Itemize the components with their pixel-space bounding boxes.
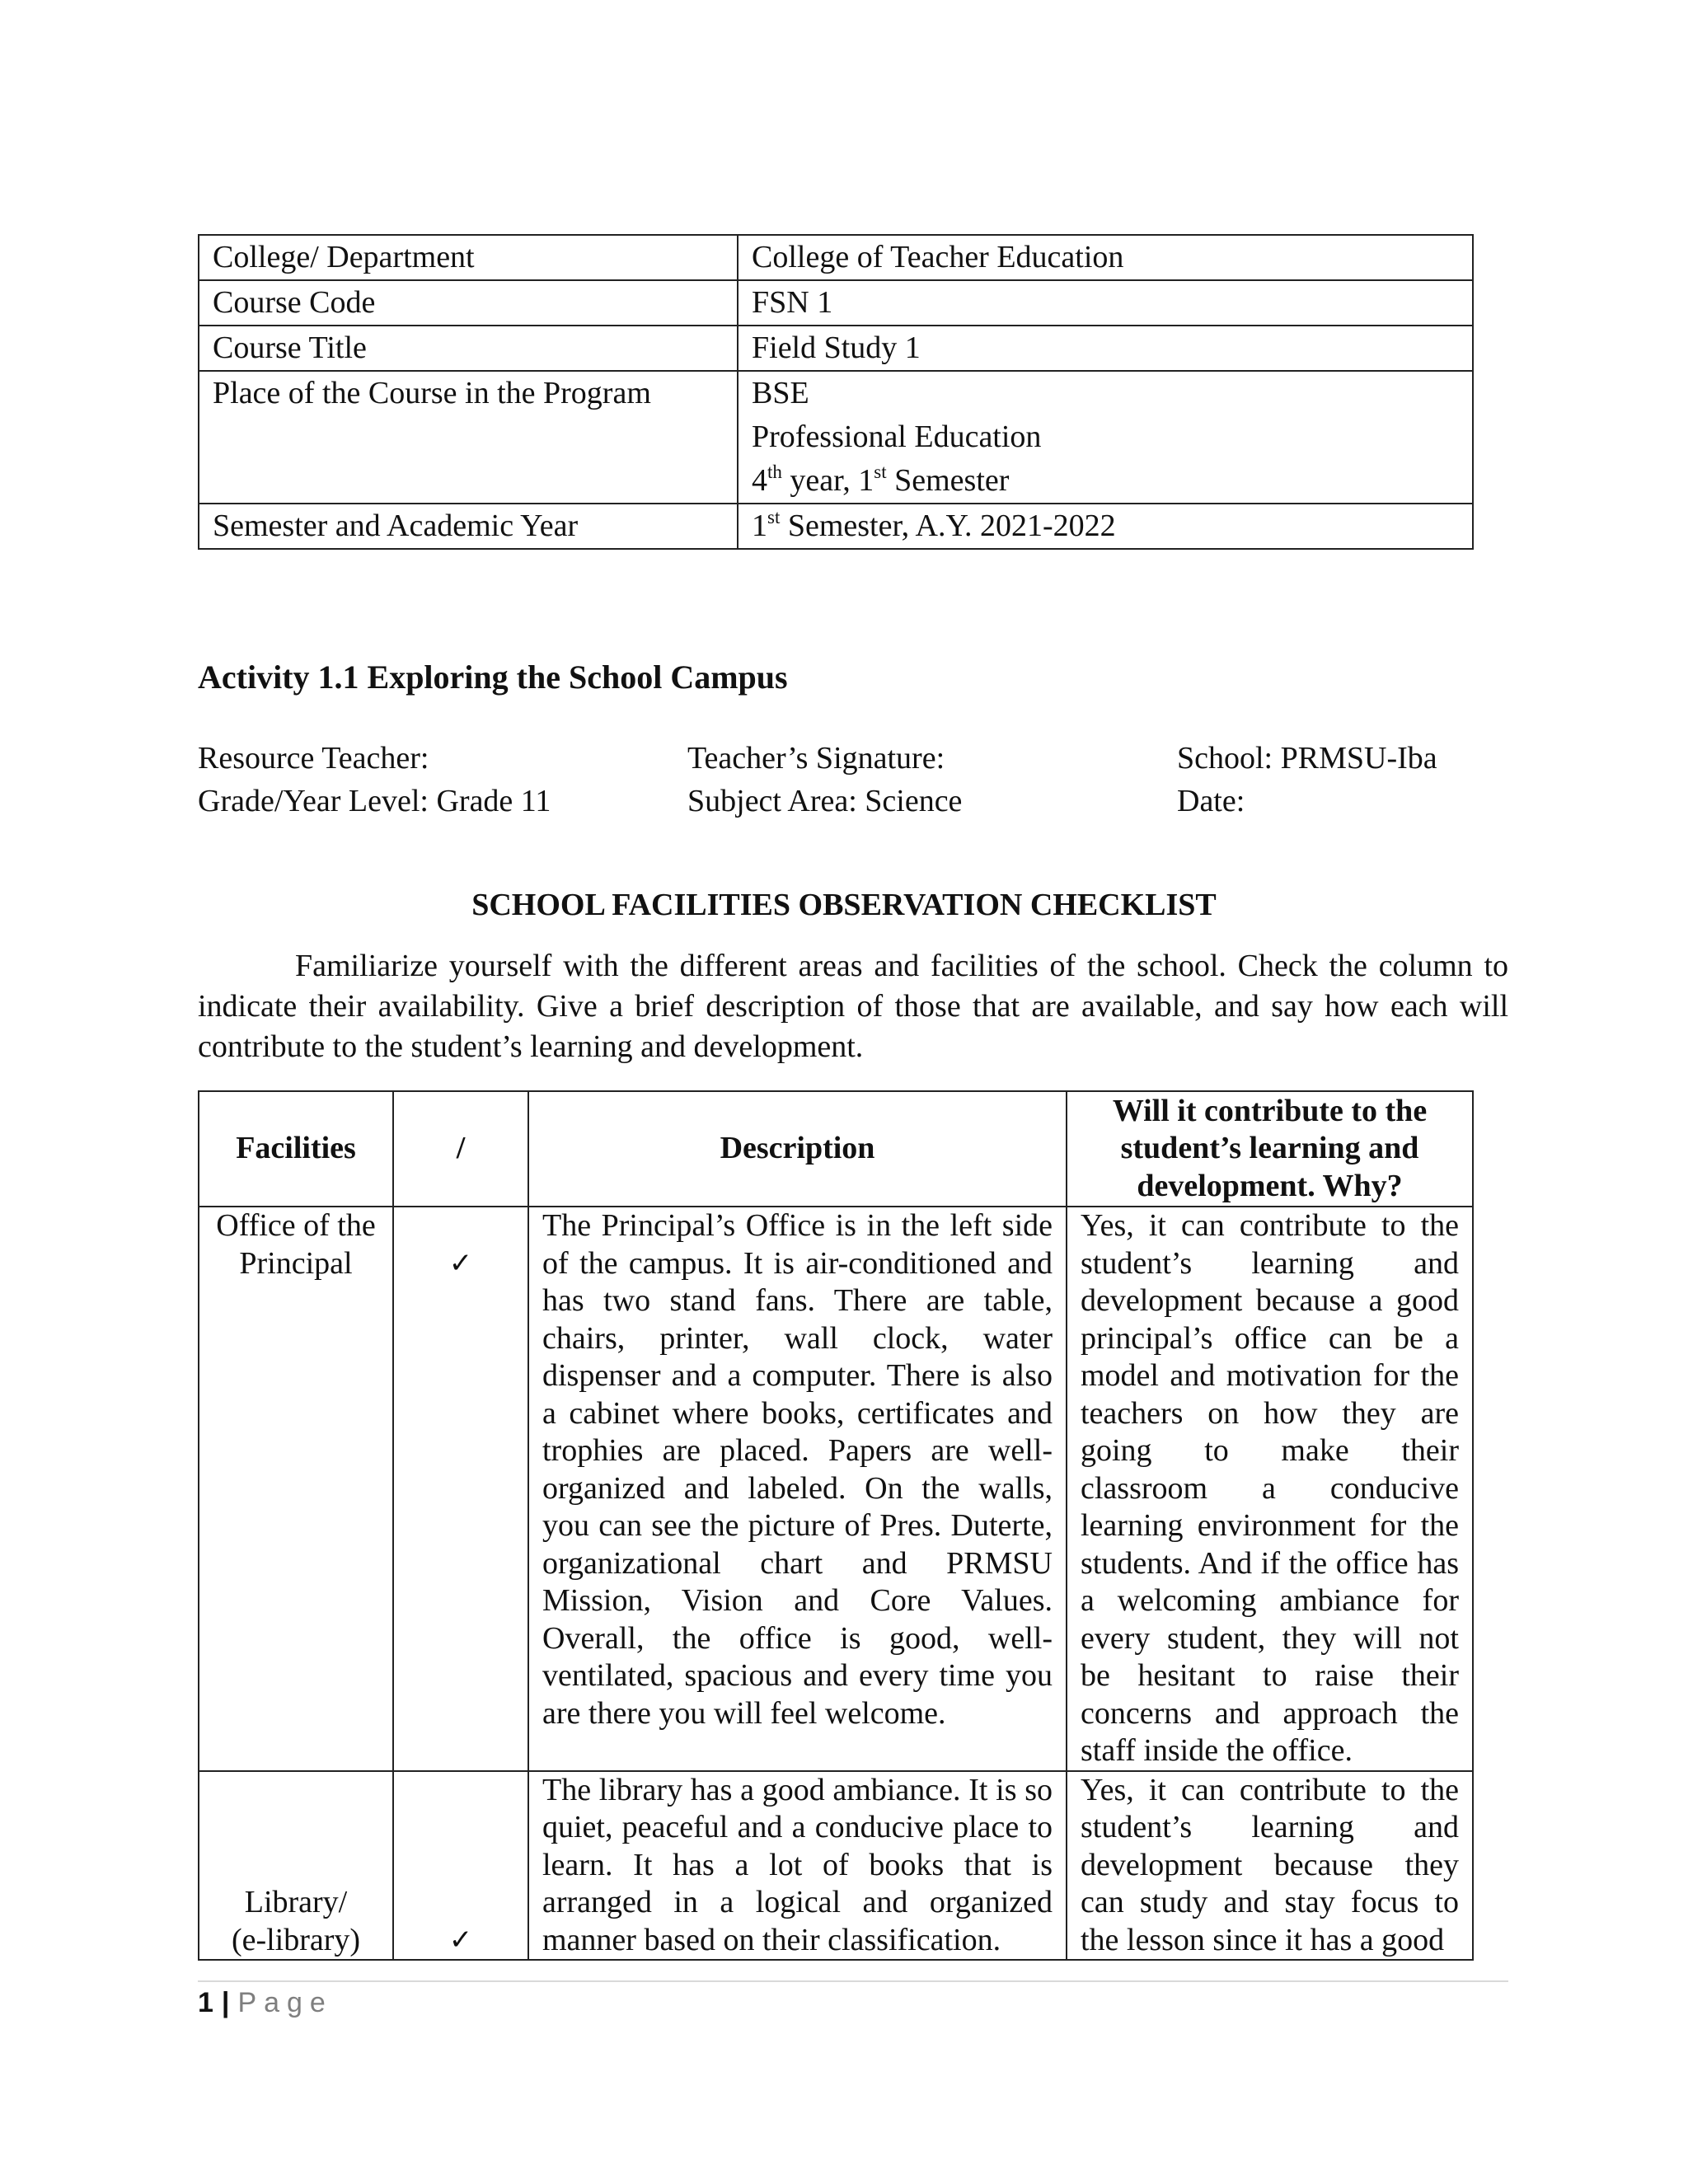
- checklist-intro: Familiarize yourself with the different areas and facilities of the school. Check the column to indicate their availability. Give a brief description of those that are available, and say how each will contribute to the student’s learning and development.: [198, 949, 1508, 1064]
- page-number: 1: [198, 1987, 213, 2018]
- school-label: School: PRMSU-Iba: [1177, 741, 1437, 776]
- info-value: [738, 371, 1473, 504]
- subject-area-label: Subject Area: Science: [687, 784, 963, 818]
- checklist-title: SCHOOL FACILITIES OBSERVATION CHECKLIST: [471, 888, 1217, 922]
- info-label: Semester and Academic Year: [199, 504, 738, 549]
- facility-name: Office of the Principal: [199, 1207, 393, 1771]
- info-label: Place of the Course in the Program: [199, 371, 738, 504]
- resource-teacher-label: Resource Teacher:: [198, 741, 429, 776]
- page-footer: [198, 1985, 333, 2021]
- table-row: [199, 326, 1473, 371]
- header-check: /: [393, 1091, 528, 1207]
- date-label: Date:: [1177, 784, 1245, 818]
- facility-name: [199, 1771, 393, 1961]
- header-contribution: Will it contribute to the student’s learning and development. Why?: [1067, 1091, 1473, 1207]
- checkmark-icon: ✓: [393, 1207, 528, 1771]
- grade-level-label: Grade/Year Level: Grade 11: [198, 784, 551, 818]
- table-row: [199, 504, 1473, 549]
- info-value: College of Teacher Education: [738, 235, 1473, 280]
- info-label: Course Title: [199, 326, 738, 371]
- facility-name-line: Library/: [244, 1885, 348, 1919]
- program-line: Professional Education: [752, 419, 1042, 454]
- info-label: Course Code: [199, 280, 738, 326]
- facility-name-line: (e-library): [231, 1922, 361, 1957]
- program-line: 4th year, 1st Semester: [752, 462, 1010, 498]
- facility-contribution: Yes, it can contribute to the student’s learning and development because a good principal’s office can be a model and motivation for the teachers on how they are going to make their classroom a conducive learning environment for the students. And if the office has a welcoming ambiance for every student, they will not be hesitant to raise their concerns and approach the staff inside the office.: [1067, 1207, 1473, 1771]
- table-row: [199, 235, 1473, 280]
- table-header-row: [199, 1091, 1473, 1207]
- info-value: Field Study 1: [738, 326, 1473, 371]
- header-description: Description: [528, 1091, 1067, 1207]
- facility-contribution: Yes, it can contribute to the student’s learning and development because they can study and stay focus to the lesson since it has a good: [1067, 1771, 1473, 1961]
- page-separator: |: [221, 1987, 230, 2018]
- course-info-table: [198, 234, 1474, 550]
- footer-divider: [198, 1980, 1508, 1982]
- info-value: 1st Semester, A.Y. 2021-2022: [738, 504, 1473, 549]
- table-row: [199, 1771, 1473, 1961]
- table-row: [199, 1207, 1473, 1771]
- facility-description: The library has a good ambiance. It is so quiet, peaceful and a conducive place to learn. It has a lot of books that is arranged in a logical and organized manner based on their classification.: [528, 1771, 1067, 1961]
- program-line: BSE: [752, 376, 809, 410]
- page-word: Page: [237, 1987, 333, 2018]
- activity-title: Activity 1.1 Exploring the School Campus: [198, 658, 788, 696]
- info-value: FSN 1: [738, 280, 1473, 326]
- table-row: [199, 371, 1473, 504]
- header-facilities: Facilities: [199, 1091, 393, 1207]
- facility-description: The Principal’s Office is in the left side of the campus. It is air-conditioned and has two stand fans. There are table, chairs, printer, wall clock, water dispenser and a computer. There is also a cabinet where books, certificates and trophies are placed. Papers are well-organized and labeled. On the walls, you can see the picture of Pres. Duterte, organizational chart and PRMSU Mission, Vision and Core Values. Overall, the office is good, well-ventilated, spacious and every time you are there you will feel welcome.: [528, 1207, 1067, 1771]
- info-label: College/ Department: [199, 235, 738, 280]
- table-row: [199, 280, 1473, 326]
- teacher-signature-label: Teacher’s Signature:: [687, 741, 945, 776]
- facilities-table: [198, 1090, 1474, 1961]
- checkmark-icon: ✓: [393, 1771, 528, 1961]
